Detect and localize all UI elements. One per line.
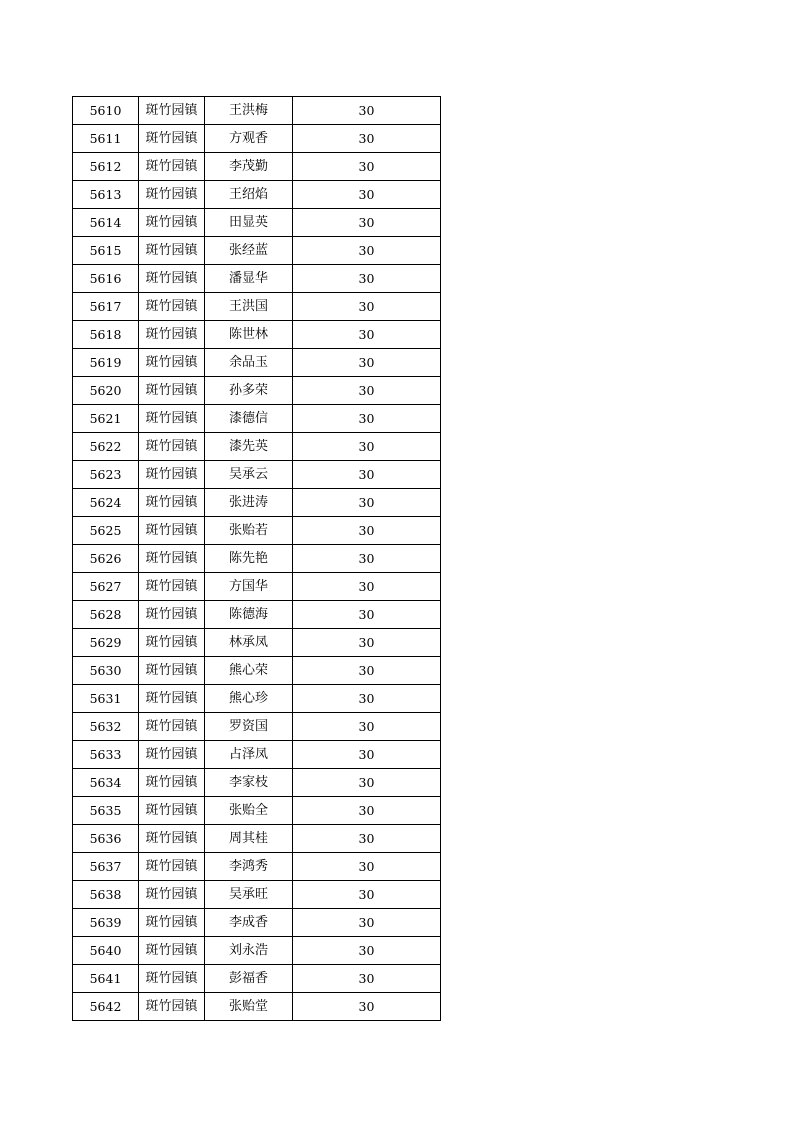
cell-town: 斑竹园镇 [139, 461, 205, 489]
cell-serial-number: 5632 [73, 713, 139, 741]
table-row [73, 405, 441, 433]
cell-town: 斑竹园镇 [139, 321, 205, 349]
cell-person-name: 吴承云 [205, 461, 293, 489]
cell-town: 斑竹园镇 [139, 433, 205, 461]
cell-serial-number: 5628 [73, 601, 139, 629]
table-row [73, 909, 441, 937]
cell-town: 斑竹园镇 [139, 573, 205, 601]
cell-town: 斑竹园镇 [139, 685, 205, 713]
cell-serial-number: 5642 [73, 993, 139, 1021]
cell-person-name: 张贻堂 [205, 993, 293, 1021]
cell-serial-number: 5631 [73, 685, 139, 713]
cell-town: 斑竹园镇 [139, 797, 205, 825]
cell-town: 斑竹园镇 [139, 237, 205, 265]
table-row [73, 573, 441, 601]
table-row [73, 517, 441, 545]
table-row [73, 825, 441, 853]
table-row [73, 153, 441, 181]
table-row [73, 881, 441, 909]
cell-serial-number: 5624 [73, 489, 139, 517]
cell-town: 斑竹园镇 [139, 489, 205, 517]
cell-serial-number: 5633 [73, 741, 139, 769]
table-row [73, 349, 441, 377]
cell-person-name: 漆德信 [205, 405, 293, 433]
cell-town: 斑竹园镇 [139, 545, 205, 573]
cell-town: 斑竹园镇 [139, 965, 205, 993]
cell-serial-number: 5629 [73, 629, 139, 657]
cell-serial-number: 5640 [73, 937, 139, 965]
cell-person-name: 陈先艳 [205, 545, 293, 573]
cell-serial-number: 5612 [73, 153, 139, 181]
cell-town: 斑竹园镇 [139, 181, 205, 209]
cell-amount: 30 [293, 993, 441, 1021]
cell-town: 斑竹园镇 [139, 629, 205, 657]
cell-amount: 30 [293, 573, 441, 601]
cell-town: 斑竹园镇 [139, 713, 205, 741]
cell-amount: 30 [293, 97, 441, 125]
table-row [73, 993, 441, 1021]
table-row [73, 377, 441, 405]
cell-amount: 30 [293, 965, 441, 993]
cell-amount: 30 [293, 797, 441, 825]
cell-town: 斑竹园镇 [139, 405, 205, 433]
cell-person-name: 吴承旺 [205, 881, 293, 909]
cell-amount: 30 [293, 517, 441, 545]
cell-serial-number: 5638 [73, 881, 139, 909]
table-row [73, 601, 441, 629]
table-row [73, 321, 441, 349]
cell-serial-number: 5630 [73, 657, 139, 685]
cell-amount: 30 [293, 629, 441, 657]
table-row [73, 965, 441, 993]
cell-person-name: 余品玉 [205, 349, 293, 377]
cell-amount: 30 [293, 489, 441, 517]
cell-amount: 30 [293, 405, 441, 433]
cell-town: 斑竹园镇 [139, 853, 205, 881]
data-table [72, 96, 441, 1021]
table-row [73, 237, 441, 265]
table-row [73, 181, 441, 209]
cell-person-name: 李成香 [205, 909, 293, 937]
cell-town: 斑竹园镇 [139, 125, 205, 153]
cell-person-name: 林承凤 [205, 629, 293, 657]
table-row [73, 713, 441, 741]
cell-person-name: 孙多荣 [205, 377, 293, 405]
cell-town: 斑竹园镇 [139, 377, 205, 405]
table-row [73, 853, 441, 881]
cell-amount: 30 [293, 433, 441, 461]
cell-person-name: 田显英 [205, 209, 293, 237]
cell-serial-number: 5613 [73, 181, 139, 209]
cell-person-name: 李茂勤 [205, 153, 293, 181]
table-row [73, 433, 441, 461]
cell-amount: 30 [293, 741, 441, 769]
cell-amount: 30 [293, 825, 441, 853]
cell-person-name: 方观香 [205, 125, 293, 153]
cell-serial-number: 5617 [73, 293, 139, 321]
cell-person-name: 刘永浩 [205, 937, 293, 965]
cell-amount: 30 [293, 349, 441, 377]
cell-town: 斑竹园镇 [139, 97, 205, 125]
cell-amount: 30 [293, 125, 441, 153]
cell-amount: 30 [293, 601, 441, 629]
cell-serial-number: 5634 [73, 769, 139, 797]
cell-serial-number: 5637 [73, 853, 139, 881]
cell-person-name: 周其桂 [205, 825, 293, 853]
cell-amount: 30 [293, 181, 441, 209]
cell-amount: 30 [293, 909, 441, 937]
cell-serial-number: 5627 [73, 573, 139, 601]
cell-amount: 30 [293, 937, 441, 965]
cell-town: 斑竹园镇 [139, 517, 205, 545]
cell-person-name: 陈德海 [205, 601, 293, 629]
table-row [73, 797, 441, 825]
table-body [73, 97, 441, 1021]
table-row [73, 657, 441, 685]
cell-person-name: 张贻若 [205, 517, 293, 545]
cell-serial-number: 5625 [73, 517, 139, 545]
cell-person-name: 占泽凤 [205, 741, 293, 769]
table-row [73, 125, 441, 153]
cell-town: 斑竹园镇 [139, 293, 205, 321]
cell-serial-number: 5615 [73, 237, 139, 265]
cell-amount: 30 [293, 153, 441, 181]
cell-person-name: 张经蓝 [205, 237, 293, 265]
cell-serial-number: 5623 [73, 461, 139, 489]
cell-serial-number: 5614 [73, 209, 139, 237]
cell-serial-number: 5639 [73, 909, 139, 937]
table-row [73, 937, 441, 965]
cell-person-name: 陈世林 [205, 321, 293, 349]
cell-town: 斑竹园镇 [139, 601, 205, 629]
cell-amount: 30 [293, 881, 441, 909]
cell-town: 斑竹园镇 [139, 825, 205, 853]
cell-person-name: 张进涛 [205, 489, 293, 517]
table-row [73, 769, 441, 797]
cell-town: 斑竹园镇 [139, 909, 205, 937]
cell-amount: 30 [293, 685, 441, 713]
cell-person-name: 张贻全 [205, 797, 293, 825]
cell-serial-number: 5626 [73, 545, 139, 573]
cell-amount: 30 [293, 545, 441, 573]
cell-serial-number: 5641 [73, 965, 139, 993]
cell-person-name: 漆先英 [205, 433, 293, 461]
cell-serial-number: 5622 [73, 433, 139, 461]
cell-amount: 30 [293, 377, 441, 405]
cell-amount: 30 [293, 321, 441, 349]
cell-serial-number: 5635 [73, 797, 139, 825]
cell-amount: 30 [293, 209, 441, 237]
table-row [73, 209, 441, 237]
table-row [73, 265, 441, 293]
table-row [73, 97, 441, 125]
cell-serial-number: 5616 [73, 265, 139, 293]
cell-person-name: 王洪国 [205, 293, 293, 321]
table-row [73, 461, 441, 489]
cell-town: 斑竹园镇 [139, 349, 205, 377]
cell-person-name: 潘显华 [205, 265, 293, 293]
cell-amount: 30 [293, 769, 441, 797]
table-row [73, 685, 441, 713]
table-row [73, 629, 441, 657]
cell-amount: 30 [293, 461, 441, 489]
table-row [73, 741, 441, 769]
cell-person-name: 李鸿秀 [205, 853, 293, 881]
cell-town: 斑竹园镇 [139, 937, 205, 965]
cell-amount: 30 [293, 237, 441, 265]
cell-town: 斑竹园镇 [139, 657, 205, 685]
cell-person-name: 熊心珍 [205, 685, 293, 713]
cell-serial-number: 5611 [73, 125, 139, 153]
cell-amount: 30 [293, 293, 441, 321]
cell-serial-number: 5619 [73, 349, 139, 377]
cell-town: 斑竹园镇 [139, 769, 205, 797]
cell-serial-number: 5610 [73, 97, 139, 125]
cell-town: 斑竹园镇 [139, 265, 205, 293]
cell-town: 斑竹园镇 [139, 741, 205, 769]
cell-serial-number: 5636 [73, 825, 139, 853]
cell-town: 斑竹园镇 [139, 153, 205, 181]
cell-serial-number: 5620 [73, 377, 139, 405]
cell-serial-number: 5621 [73, 405, 139, 433]
cell-person-name: 方国华 [205, 573, 293, 601]
cell-amount: 30 [293, 713, 441, 741]
table-row [73, 293, 441, 321]
cell-town: 斑竹园镇 [139, 209, 205, 237]
cell-town: 斑竹园镇 [139, 881, 205, 909]
cell-person-name: 王绍焰 [205, 181, 293, 209]
cell-serial-number: 5618 [73, 321, 139, 349]
cell-person-name: 彭福香 [205, 965, 293, 993]
cell-person-name: 罗资国 [205, 713, 293, 741]
cell-town: 斑竹园镇 [139, 993, 205, 1021]
cell-person-name: 王洪梅 [205, 97, 293, 125]
cell-amount: 30 [293, 853, 441, 881]
cell-person-name: 李家枝 [205, 769, 293, 797]
cell-amount: 30 [293, 265, 441, 293]
cell-amount: 30 [293, 657, 441, 685]
table-row [73, 489, 441, 517]
cell-person-name: 熊心荣 [205, 657, 293, 685]
table-row [73, 545, 441, 573]
